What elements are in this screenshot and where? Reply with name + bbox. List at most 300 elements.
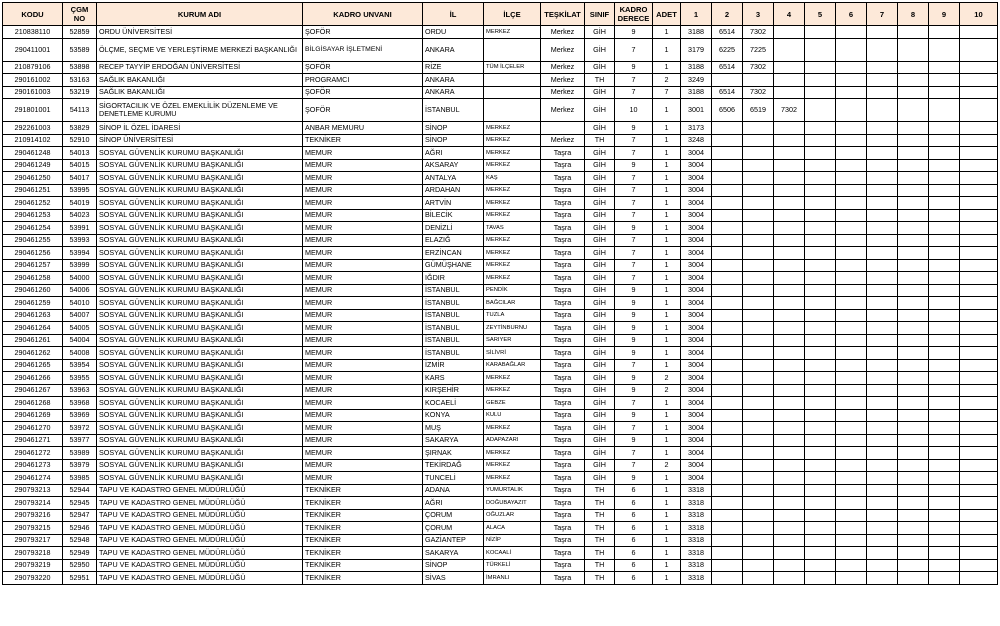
cell-teskilat: Taşra	[541, 547, 585, 560]
cell-code-3	[743, 222, 774, 235]
cell-kadro-derece: 7	[615, 147, 653, 160]
cell-code-7	[867, 309, 898, 322]
cell-code-8	[898, 572, 929, 585]
cell-code-3	[743, 197, 774, 210]
cell-il: SİNOP	[423, 134, 484, 147]
cell-il: BİLECİK	[423, 209, 484, 222]
cell-sinif: TH	[585, 547, 615, 560]
cell-il: İZMİR	[423, 359, 484, 372]
cell-ilce: MERKEZ	[484, 459, 541, 472]
cell-code-4	[774, 384, 805, 397]
cell-code-4	[774, 26, 805, 39]
table-row	[3, 472, 998, 485]
cell-kodu: 290161002	[3, 74, 63, 87]
cell-code-2	[712, 509, 743, 522]
cell-ilce: MERKEZ	[484, 122, 541, 135]
table-row	[3, 86, 998, 99]
cell-code-10	[960, 559, 998, 572]
cell-ilce	[484, 86, 541, 99]
cell-code-9	[929, 447, 960, 460]
cell-teskilat: Taşra	[541, 284, 585, 297]
cell-code-9	[929, 522, 960, 535]
cell-kadro-derece: 6	[615, 522, 653, 535]
cell-code-1: 3004	[681, 397, 712, 410]
cell-adet: 1	[653, 447, 681, 460]
cell-kodu: 291801001	[3, 99, 63, 122]
cell-code-8	[898, 259, 929, 272]
cell-adet: 1	[653, 247, 681, 260]
cell-cgm-no: 52951	[63, 572, 97, 585]
cell-ilce: BAĞCILAR	[484, 297, 541, 310]
cell-code-9	[929, 259, 960, 272]
table-row	[3, 322, 998, 335]
cell-adet: 1	[653, 222, 681, 235]
cell-code-5	[805, 547, 836, 560]
cell-code-1: 3004	[681, 222, 712, 235]
cell-code-10	[960, 334, 998, 347]
cell-ilce: GEBZE	[484, 397, 541, 410]
cell-kurum-adi: SOSYAL GÜVENLİK KURUMU BAŞKANLIĞI	[97, 259, 303, 272]
cell-kurum-adi: SOSYAL GÜVENLİK KURUMU BAŞKANLIĞI	[97, 384, 303, 397]
cell-code-4	[774, 147, 805, 160]
cell-code-6	[836, 359, 867, 372]
cell-code-6	[836, 397, 867, 410]
cell-code-1: 3318	[681, 547, 712, 560]
cell-code-7	[867, 397, 898, 410]
cell-code-4	[774, 422, 805, 435]
cell-code-5	[805, 397, 836, 410]
cell-code-7	[867, 322, 898, 335]
cell-code-10	[960, 509, 998, 522]
cell-code-1: 3004	[681, 359, 712, 372]
cell-code-6	[836, 309, 867, 322]
cell-code-5	[805, 86, 836, 99]
cell-code-7	[867, 197, 898, 210]
cell-kodu: 290411001	[3, 38, 63, 61]
cell-il: SİVAS	[423, 572, 484, 585]
cell-code-3	[743, 359, 774, 372]
cell-cgm-no: 54004	[63, 334, 97, 347]
cell-teskilat: Merkez	[541, 74, 585, 87]
cell-code-3	[743, 74, 774, 87]
cell-code-8	[898, 147, 929, 160]
table-row	[3, 234, 998, 247]
cell-kurum-adi: SİNOP ÜNİVERSİTESİ	[97, 134, 303, 147]
cell-teskilat: Taşra	[541, 159, 585, 172]
cell-code-3	[743, 397, 774, 410]
cell-kadro-unvani: MEMUR	[303, 322, 423, 335]
cell-code-5	[805, 472, 836, 485]
cell-code-9	[929, 547, 960, 560]
cell-sinif: TH	[585, 509, 615, 522]
cell-code-4	[774, 38, 805, 61]
cell-code-2	[712, 459, 743, 472]
cell-ilce: SİLİVRİ	[484, 347, 541, 360]
col-header-il: İL	[423, 3, 484, 26]
cell-kadro-unvani: TEKNİKER	[303, 134, 423, 147]
cell-kadro-derece: 9	[615, 322, 653, 335]
cell-kadro-derece: 9	[615, 61, 653, 74]
cell-code-1: 3179	[681, 38, 712, 61]
cell-code-5	[805, 534, 836, 547]
cell-code-3	[743, 334, 774, 347]
cell-adet: 1	[653, 534, 681, 547]
cell-teskilat: Taşra	[541, 509, 585, 522]
cell-kadro-unvani: MEMUR	[303, 247, 423, 260]
cell-code-4	[774, 322, 805, 335]
cell-il: SAKARYA	[423, 434, 484, 447]
cell-code-9	[929, 359, 960, 372]
cell-adet: 1	[653, 334, 681, 347]
cell-code-10	[960, 74, 998, 87]
cell-code-2	[712, 447, 743, 460]
cell-code-8	[898, 434, 929, 447]
cell-code-5	[805, 159, 836, 172]
cell-kadro-derece: 9	[615, 384, 653, 397]
table-row	[3, 26, 998, 39]
cell-code-7	[867, 74, 898, 87]
cell-kurum-adi: SOSYAL GÜVENLİK KURUMU BAŞKANLIĞI	[97, 159, 303, 172]
cell-kadro-derece: 7	[615, 447, 653, 460]
cell-code-5	[805, 347, 836, 360]
cell-code-10	[960, 422, 998, 435]
table-row	[3, 384, 998, 397]
cell-kurum-adi: SOSYAL GÜVENLİK KURUMU BAŞKANLIĞI	[97, 172, 303, 185]
cell-kadro-derece: 7	[615, 359, 653, 372]
cell-adet: 1	[653, 359, 681, 372]
cell-cgm-no: 52948	[63, 534, 97, 547]
cell-code-4	[774, 447, 805, 460]
table-row	[3, 359, 998, 372]
cell-kadro-unvani: MEMUR	[303, 372, 423, 385]
cell-kurum-adi: TAPU VE KADASTRO GENEL MÜDÜRLÜĞÜ	[97, 547, 303, 560]
cell-code-7	[867, 422, 898, 435]
cell-adet: 1	[653, 572, 681, 585]
cell-code-8	[898, 347, 929, 360]
cell-code-7	[867, 159, 898, 172]
cell-code-4	[774, 259, 805, 272]
cell-code-5	[805, 309, 836, 322]
cell-code-10	[960, 222, 998, 235]
cell-code-10	[960, 284, 998, 297]
col-header-kurum-adi: KURUM ADI	[97, 3, 303, 26]
cell-il: ORDU	[423, 26, 484, 39]
cell-cgm-no: 53991	[63, 222, 97, 235]
cell-code-3: 7302	[743, 26, 774, 39]
table-row	[3, 534, 998, 547]
cell-teskilat: Taşra	[541, 309, 585, 322]
cell-code-1: 3004	[681, 322, 712, 335]
cell-code-1: 3004	[681, 284, 712, 297]
cell-code-4	[774, 122, 805, 135]
cell-code-7	[867, 572, 898, 585]
cell-code-8	[898, 284, 929, 297]
cell-kodu: 290793218	[3, 547, 63, 560]
cell-kurum-adi: RECEP TAYYİP ERDOĞAN ÜNİVERSİTESİ	[97, 61, 303, 74]
cell-ilce: ADAPAZARI	[484, 434, 541, 447]
cell-cgm-no: 54017	[63, 172, 97, 185]
cell-cgm-no: 53999	[63, 259, 97, 272]
cell-kodu: 290461270	[3, 422, 63, 435]
table-row	[3, 159, 998, 172]
cell-code-8	[898, 61, 929, 74]
cell-sinif: GİH	[585, 334, 615, 347]
cell-kurum-adi: ÖLÇME, SEÇME VE YERLEŞTİRME MERKEZİ BAŞKANLIĞI	[97, 38, 303, 61]
cell-sinif: TH	[585, 134, 615, 147]
cell-code-7	[867, 99, 898, 122]
cell-code-8	[898, 184, 929, 197]
cell-kadro-derece: 9	[615, 347, 653, 360]
cell-il: DENİZLİ	[423, 222, 484, 235]
cell-kadro-unvani: MEMUR	[303, 309, 423, 322]
cell-code-7	[867, 134, 898, 147]
cell-kadro-derece: 7	[615, 209, 653, 222]
cell-code-8	[898, 447, 929, 460]
cell-code-3	[743, 259, 774, 272]
cell-kadro-derece: 9	[615, 409, 653, 422]
cell-kurum-adi: SOSYAL GÜVENLİK KURUMU BAŞKANLIĞI	[97, 197, 303, 210]
cell-code-1: 3318	[681, 572, 712, 585]
cell-code-2: 6506	[712, 99, 743, 122]
cell-kadro-derece: 7	[615, 197, 653, 210]
cell-code-8	[898, 422, 929, 435]
cell-code-5	[805, 522, 836, 535]
cell-kodu: 290461252	[3, 197, 63, 210]
cell-code-7	[867, 534, 898, 547]
cell-code-7	[867, 409, 898, 422]
table-row	[3, 247, 998, 260]
cell-code-8	[898, 309, 929, 322]
cell-sinif: GİH	[585, 272, 615, 285]
cell-code-4	[774, 209, 805, 222]
cell-code-4	[774, 397, 805, 410]
cell-cgm-no: 53954	[63, 359, 97, 372]
cell-code-5	[805, 434, 836, 447]
cell-il: AKSARAY	[423, 159, 484, 172]
cell-kadro-derece: 9	[615, 472, 653, 485]
cell-code-6	[836, 547, 867, 560]
cell-code-8	[898, 459, 929, 472]
cell-ilce: İMRANLI	[484, 572, 541, 585]
cell-ilce: TUZLA	[484, 309, 541, 322]
cell-code-4	[774, 272, 805, 285]
cell-code-4	[774, 61, 805, 74]
cell-cgm-no: 54005	[63, 322, 97, 335]
cell-code-5	[805, 172, 836, 185]
cell-code-1: 3318	[681, 559, 712, 572]
cell-cgm-no: 52949	[63, 547, 97, 560]
cell-code-10	[960, 38, 998, 61]
cell-kodu: 290461253	[3, 209, 63, 222]
cell-ilce: MERKEZ	[484, 447, 541, 460]
table-row	[3, 372, 998, 385]
cell-kurum-adi: SOSYAL GÜVENLİK KURUMU BAŞKANLIĞI	[97, 247, 303, 260]
cell-kadro-derece: 7	[615, 86, 653, 99]
cell-code-9	[929, 334, 960, 347]
cell-kadro-derece: 7	[615, 74, 653, 87]
cell-code-3	[743, 422, 774, 435]
cell-kodu: 210838110	[3, 26, 63, 39]
cell-code-3	[743, 497, 774, 510]
cell-code-3	[743, 409, 774, 422]
cell-kadro-derece: 7	[615, 172, 653, 185]
cell-il: İSTANBUL	[423, 322, 484, 335]
cell-kodu: 290461262	[3, 347, 63, 360]
cell-kodu: 290461265	[3, 359, 63, 372]
cell-code-1: 3248	[681, 134, 712, 147]
cell-code-2	[712, 147, 743, 160]
cell-code-5	[805, 322, 836, 335]
cell-cgm-no: 53898	[63, 61, 97, 74]
cell-code-4	[774, 222, 805, 235]
cell-code-1: 3004	[681, 172, 712, 185]
col-header-teskilat: TEŞKİLAT	[541, 3, 585, 26]
cell-ilce	[484, 38, 541, 61]
cell-code-6	[836, 384, 867, 397]
cell-ilce: MERKEZ	[484, 147, 541, 160]
cell-kadro-unvani: MEMUR	[303, 334, 423, 347]
cell-code-2	[712, 572, 743, 585]
cell-code-6	[836, 222, 867, 235]
cell-kodu: 290461251	[3, 184, 63, 197]
cell-il: SİNOP	[423, 122, 484, 135]
cell-sinif: GİH	[585, 172, 615, 185]
cell-code-4	[774, 497, 805, 510]
col-header-kadro-unvani: KADRO UNVANI	[303, 3, 423, 26]
cell-code-2	[712, 547, 743, 560]
cell-kadro-unvani: MEMUR	[303, 284, 423, 297]
col-header-3: 3	[743, 3, 774, 26]
cell-code-4	[774, 522, 805, 535]
cell-sinif: GİH	[585, 259, 615, 272]
cell-kadro-unvani: MEMUR	[303, 397, 423, 410]
cell-ilce: NİZİP	[484, 534, 541, 547]
cell-code-7	[867, 497, 898, 510]
cell-code-2	[712, 497, 743, 510]
cell-cgm-no: 53977	[63, 434, 97, 447]
cell-adet: 1	[653, 26, 681, 39]
cell-code-6	[836, 99, 867, 122]
cell-code-6	[836, 434, 867, 447]
cell-code-8	[898, 38, 929, 61]
cell-kadro-unvani: MEMUR	[303, 209, 423, 222]
cell-kodu: 290461272	[3, 447, 63, 460]
cell-il: KONYA	[423, 409, 484, 422]
cell-code-1: 3004	[681, 184, 712, 197]
cell-ilce: TÜM İLÇELER	[484, 61, 541, 74]
cell-teskilat: Taşra	[541, 484, 585, 497]
cell-code-1: 3004	[681, 472, 712, 485]
cell-adet: 1	[653, 61, 681, 74]
cell-adet: 1	[653, 509, 681, 522]
cell-code-5	[805, 61, 836, 74]
cell-kadro-derece: 7	[615, 422, 653, 435]
cell-kodu: 290793217	[3, 534, 63, 547]
cell-code-2	[712, 522, 743, 535]
cell-code-3	[743, 434, 774, 447]
cell-kurum-adi: TAPU VE KADASTRO GENEL MÜDÜRLÜĞÜ	[97, 497, 303, 510]
cell-adet: 1	[653, 397, 681, 410]
cell-code-2	[712, 184, 743, 197]
table-row	[3, 147, 998, 160]
cell-sinif: TH	[585, 534, 615, 547]
cell-kodu: 290461259	[3, 297, 63, 310]
cell-code-10	[960, 459, 998, 472]
cell-code-10	[960, 99, 998, 122]
cell-code-5	[805, 459, 836, 472]
cell-code-1: 3001	[681, 99, 712, 122]
cell-kurum-adi: SOSYAL GÜVENLİK KURUMU BAŞKANLIĞI	[97, 359, 303, 372]
col-header-2: 2	[712, 3, 743, 26]
cell-sinif: GİH	[585, 347, 615, 360]
cell-code-2	[712, 272, 743, 285]
cell-code-10	[960, 26, 998, 39]
cell-sinif: GİH	[585, 99, 615, 122]
cell-kadro-derece: 9	[615, 159, 653, 172]
cell-adet: 1	[653, 259, 681, 272]
table-row	[3, 547, 998, 560]
cell-teskilat: Taşra	[541, 534, 585, 547]
cell-code-1: 3249	[681, 74, 712, 87]
cell-adet: 1	[653, 409, 681, 422]
cell-cgm-no: 53979	[63, 459, 97, 472]
cell-code-6	[836, 509, 867, 522]
table-row	[3, 197, 998, 210]
cell-code-7	[867, 247, 898, 260]
cell-teskilat: Taşra	[541, 259, 585, 272]
cell-code-9	[929, 559, 960, 572]
cell-kadro-unvani: MEMUR	[303, 347, 423, 360]
cell-sinif: GİH	[585, 359, 615, 372]
cell-code-10	[960, 61, 998, 74]
cell-code-5	[805, 384, 836, 397]
cell-code-6	[836, 447, 867, 460]
cell-code-6	[836, 184, 867, 197]
cell-kadro-unvani: MEMUR	[303, 434, 423, 447]
cell-code-10	[960, 534, 998, 547]
cell-code-3	[743, 547, 774, 560]
cell-kodu: 290461261	[3, 334, 63, 347]
cell-code-4: 7302	[774, 99, 805, 122]
cell-teskilat: Merkez	[541, 61, 585, 74]
cell-code-3	[743, 122, 774, 135]
cell-code-7	[867, 522, 898, 535]
cell-code-4	[774, 247, 805, 260]
cell-code-10	[960, 309, 998, 322]
cell-code-2	[712, 297, 743, 310]
cell-kodu: 290793215	[3, 522, 63, 535]
cell-teskilat: Taşra	[541, 497, 585, 510]
cell-adet: 1	[653, 284, 681, 297]
cell-code-3	[743, 234, 774, 247]
cell-code-7	[867, 447, 898, 460]
cell-ilce	[484, 74, 541, 87]
cell-code-4	[774, 159, 805, 172]
table-row	[3, 122, 998, 135]
cell-code-9	[929, 409, 960, 422]
cell-code-4	[774, 184, 805, 197]
table-row	[3, 397, 998, 410]
cell-code-4	[774, 472, 805, 485]
cell-kurum-adi: ORDU ÜNİVERSİTESİ	[97, 26, 303, 39]
cell-adet: 1	[653, 547, 681, 560]
cell-cgm-no: 53829	[63, 122, 97, 135]
table-row	[3, 559, 998, 572]
cell-code-1: 3004	[681, 159, 712, 172]
cell-kadro-derece: 9	[615, 297, 653, 310]
cell-code-1: 3188	[681, 86, 712, 99]
cell-kodu: 290461266	[3, 372, 63, 385]
